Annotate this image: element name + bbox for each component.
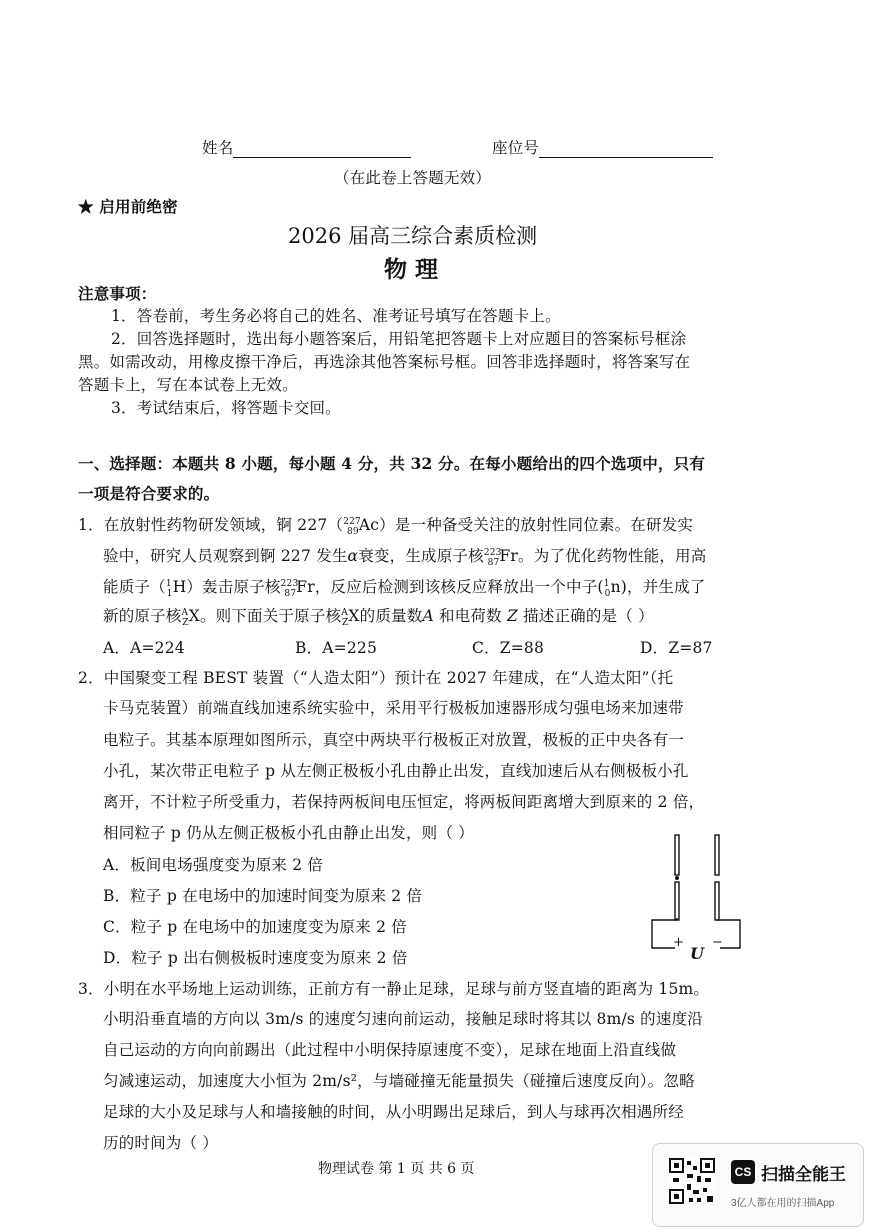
q3-line3: 自己运动的方向向前踢出（此过程中小明保持原速度不变），足球在地面上沿直线做 [103, 1041, 677, 1059]
q1-line2: 验中，研究人员观察到锕 227 发生α衰变，生成原子核$^{223}_{87}$Fr。为了优化药物性能，用高 [103, 547, 707, 568]
name-label: 姓名 [202, 139, 234, 157]
left-plate-top [675, 835, 679, 875]
q3-line4: 匀减速运动，加速度大小恒为 2m/s²，与墙碰撞无能量损失（碰撞后速度反向）。忽略 [103, 1072, 695, 1090]
particle-p [675, 876, 679, 880]
q2-line2: 卡马克装置）前端直线加速系统实验中，采用平行极板加速器形成匀强电场来加速带 [103, 699, 684, 717]
q2-option-c: C．粒子 p 在电场中的加速度变为原来 2 倍 [103, 918, 407, 936]
notice-item-1: 1．答卷前，考生务必将自己的姓名、准考证号填写在答题卡上。 [111, 307, 561, 325]
q2-option-b: B．粒子 p 在电场中的加速时间变为原来 2 倍 [103, 887, 423, 905]
plus-sign: + [673, 935, 684, 950]
q1-option-b: B．A=225 [295, 639, 378, 657]
section1-line1: 一、选择题：本题共 8 小题，每小题 4 分，共 32 分。在每小题给出的四个选项中，只有 [78, 454, 706, 473]
seat-label: 座位号 [492, 139, 540, 157]
name-blank [233, 141, 411, 158]
q1-option-d: D．Z=87 [640, 639, 713, 657]
notice-item-2b: 黑。如需改动，用橡皮擦干净后，再选涂其他答案标号框。回答非选择题时，将答案写在 [78, 353, 691, 371]
q1-option-a: A．A=224 [103, 639, 185, 657]
nuclide-h1: $^1_1$H [165, 578, 187, 599]
nuclide-ac227: $^{227}_{89}$Ac [343, 516, 380, 537]
nuclide-fr223: $^{223}_{87}$Fr [483, 547, 519, 568]
exam-title: 2026 届高三综合素质检测 [288, 224, 538, 248]
q2-line4: 小孔，某次带正电粒子 p 从左侧正极板小孔由静止出发，直线加速后从右侧极板小孔 [103, 762, 689, 780]
nuclide-x: $^A_Z$X [181, 607, 200, 628]
minus-sign: − [712, 935, 723, 950]
brand-tagline: 3亿人都在用的扫描App [731, 1198, 835, 1209]
name-field [202, 136, 411, 158]
q1-line1: 1．在放射性药物研发领域，锕 227（$^{227}_{89}$Ac）是一种备受关注的放射性同位素。在研发实 [78, 516, 694, 537]
q2-line5: 离开，不计粒子所受重力，若保持两板间电压恒定，将两板间距离增大到原来的 2 倍， [103, 793, 705, 811]
notice-item-2c: 答题卡上，写在本试卷上无效。 [78, 376, 298, 394]
q2-line3: 电粒子。其基本原理如图所示，真空中两块平行极板正对放置，极板的正中央各有一 [103, 731, 684, 749]
scanner-watermark [652, 1143, 864, 1227]
notice-item-2a: 2．回答选择题时，选出每小题答案后，用铅笔把答题卡上对应题目的答案标号框涂 [111, 330, 687, 348]
q3-line5: 足球的大小及足球与人和墙接触的时间，从小明踢出足球后，到人与球再次相遇所经 [103, 1103, 684, 1121]
section1-line2: 一项是符合要求的。 [78, 484, 220, 503]
subject-title: 物 理 [384, 256, 439, 283]
parallel-plate-figure [640, 830, 760, 965]
seat-field [492, 136, 713, 158]
q3-line6: 历的时间为（ ） [103, 1134, 219, 1152]
notice-heading: 注意事项： [78, 284, 157, 303]
nuclide-fr223-b: $^{223}_{87}$Fr [280, 578, 315, 599]
right-plate-top [715, 835, 719, 875]
secret-mark: ★ 启用前绝密 [78, 197, 178, 216]
q2-line6: 相同粒子 p 仍从左侧正极板小孔由静止出发，则（ ） [103, 824, 474, 842]
invalid-note: （在此卷上答题无效） [334, 169, 492, 187]
q3-line2: 小明沿垂直墙的方向以 3m/s 的速度匀速向前运动，接触足球时将其以 8m/s 的速度沿 [103, 1010, 703, 1028]
q1-option-c: C．Z=88 [472, 639, 545, 657]
q2-option-d: D．粒子 p 出右侧极板时速度变为原来 2 倍 [103, 949, 408, 967]
qr-code-icon [669, 1158, 715, 1204]
left-plate-bottom [675, 882, 679, 920]
seat-blank [539, 141, 713, 158]
q1-line4: 新的原子核$^A_Z$X。则下面关于原子核$^A_Z$X的质量数A 和电荷数 Z 描述正确的是（ ） [103, 607, 654, 628]
nuclide-n: $^1_0$n [603, 578, 621, 599]
q2-line1: 2．中国聚变工程 BEST 装置（“人造太阳”）预计在 2027 年建成，在“人造太阳”（托 [78, 669, 674, 687]
camscanner-logo-icon: CS [731, 1160, 755, 1184]
right-plate-bottom [715, 882, 719, 920]
q2-option-a: A．板间电场强度变为原来 2 倍 [103, 856, 324, 874]
notice-item-3: 3．考试结束后，将答题卡交回。 [111, 399, 341, 417]
q3-line1: 3．小明在水平场地上运动训练，正前方有一静止足球，足球与前方竖直墙的距离为 15m。 [78, 980, 710, 998]
voltage-label: U [690, 944, 704, 963]
q1-line3: 能质子（$^1_1$H）轰击原子核$^{223}_{87}$Fr，反应后检测到该核反应释放出一个中子($^1_0$n)，并生成了 [103, 578, 706, 599]
brand-name: 扫描全能王 [761, 1165, 846, 1184]
page-footer: 物理试卷 第 1 页 共 6 页 [318, 1161, 475, 1177]
